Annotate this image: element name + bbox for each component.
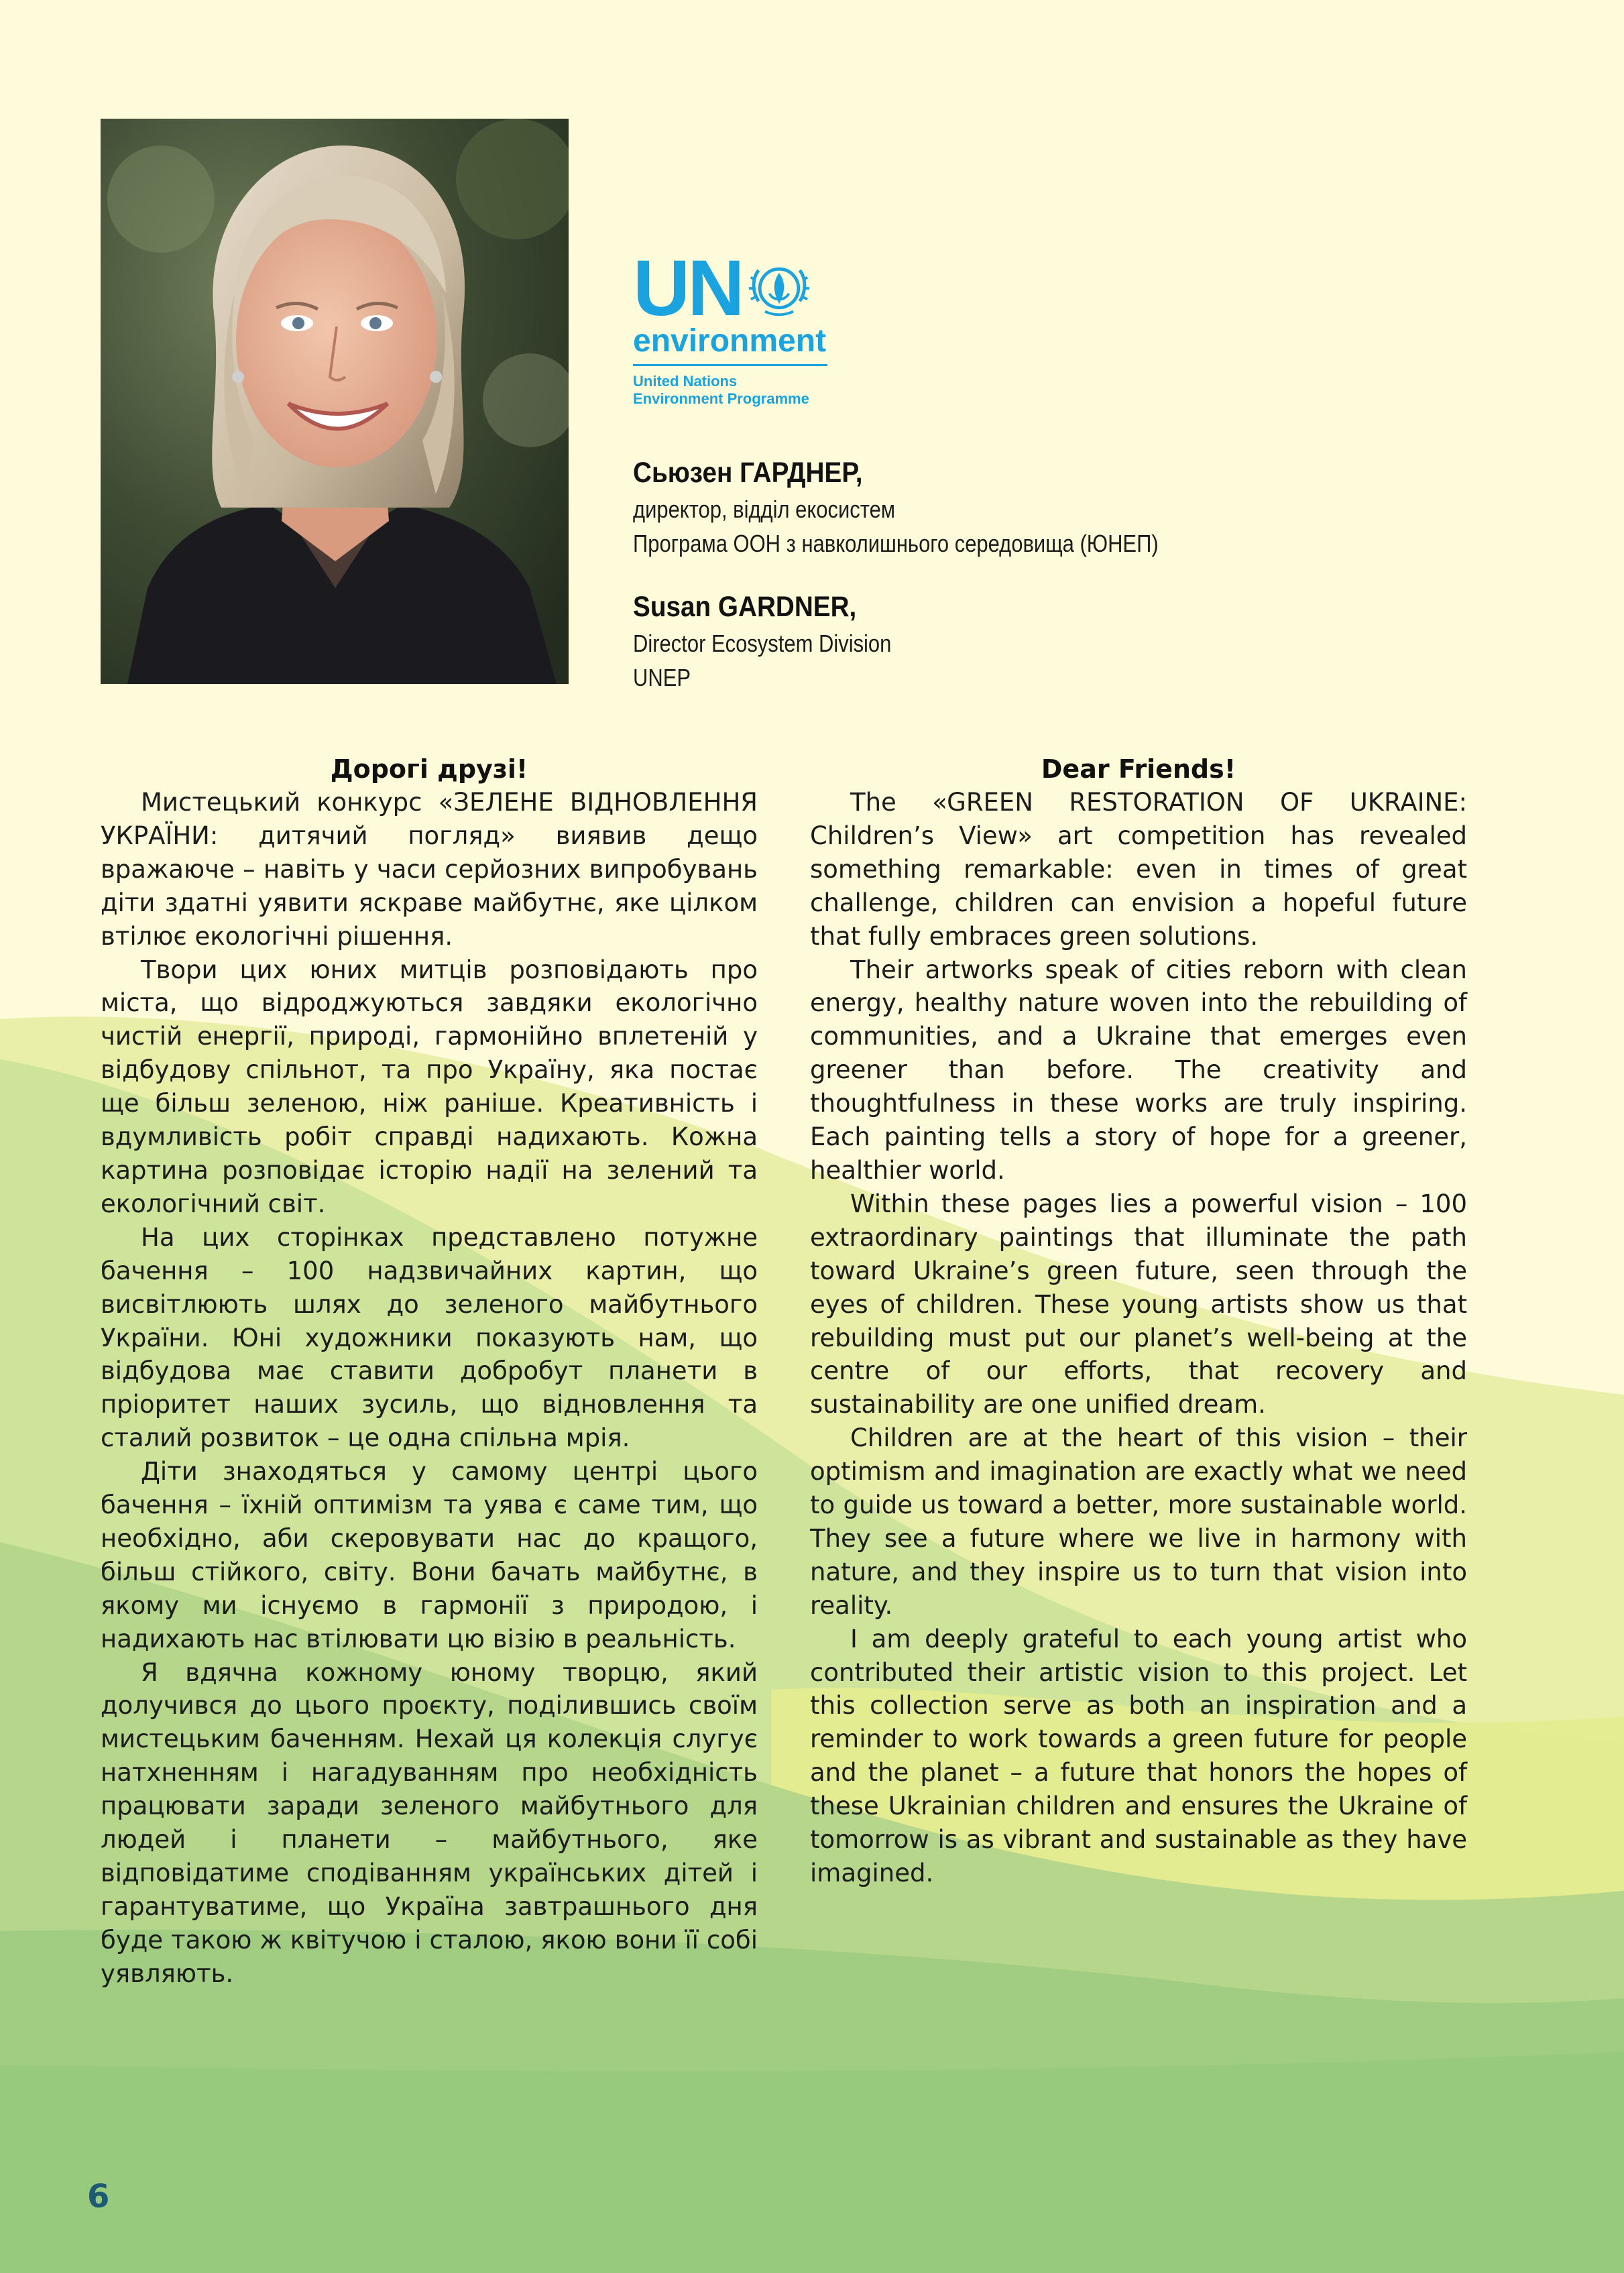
page-number: 6	[87, 2178, 110, 2215]
letter-column-en	[810, 752, 1467, 1890]
logo-wordmark: environment	[633, 323, 827, 359]
author-block-en	[633, 587, 933, 695]
author-role-ua-2: Програма ООН з навколишнього середовища (ЮНЕП)	[633, 530, 1159, 557]
paragraph-ua-2: Твори цих юних митців розповідають про міста, що відроджуються завдяки екологічно чистій енергії, природі, гармонійно вплетеній у відбудову спільнот, та про Україну, яка постає ще більш зеленою, ніж раніше. Креативність і вдумливість робіт справді надихають. Кожна картина розповідає історію надії на зелений та екологічний світ.	[101, 955, 758, 1218]
paragraph-ua-4: Діти знаходяться у самому центрі цього бачення – їхній оптимізм та уява є саме тим, що необхідно, аби скеровувати нас до кращого, більш стійкого, світу. Вони бачать майбутнє, в якому ми існуємо в гармонії з природою, і надихають нас втілювати цю візію в реальність.	[101, 1457, 758, 1653]
author-name-ua: Сьюзен ГАРДНЕР,	[633, 457, 863, 489]
logo-subtitle-1: United Nations	[633, 373, 738, 390]
author-role-en-2: UNEP	[633, 664, 691, 691]
author-name-en: Susan GARDNER,	[633, 591, 857, 623]
author-block-ua	[633, 453, 1244, 561]
un-environment-logo	[633, 244, 834, 422]
paragraph-en-5: I am deeply grateful to each young artist who contributed their artistic vision to this project. Let this collection serve as both an inspiration and a reminder to work towards a green future for people and the planet – a future that honors the hopes of these Ukrainian children and ensures the Ukraine of tomorrow is as vibrant and sustainable as they have imagined.	[810, 1624, 1467, 1887]
paragraph-en-3: Within these pages lies a powerful vision – 100 extraordinary paintings that illuminate the path toward Ukraine’s green future, seen through the eyes of children. These young artists show us that rebuilding must put our planet’s well-being at the centre of our efforts, that recovery and sustainability are one unified dream.	[810, 1189, 1467, 1419]
un-emblem-icon	[747, 256, 811, 320]
logo-subtitle-2: Environment Programme	[633, 390, 809, 407]
paragraph-en-4: Children are at the heart of this vision – their optimism and imagination are exactly what we need to guide us toward a better, more sustainable world. They see a future where we live in harmony with nature, and they inspire us to turn that vision into reality.	[810, 1423, 1467, 1620]
author-role-en-1: Director Ecosystem Division	[633, 630, 892, 657]
paragraph-ua-5: Я вдячна кожному юному творцю, який долучився до цього проєкту, поділившись своїм мистецьким баченням. Нехай ця колекція слугує натхненням і нагадуванням про необхідність працювати заради зеленого майбутнього для людей і планети – майбутнього, яке відповідатиме сподіванням українських дітей і гарантуватиме, що Україна завтрашнього дня буде такою ж квітучою і сталою, якою вони її собі уявляють.	[101, 1657, 758, 1988]
logo-letters: UN	[633, 244, 742, 333]
greeting-heading-ua: Дорогі друзі!	[330, 754, 528, 784]
logo-divider	[633, 364, 827, 366]
greeting-heading-en: Dear Friends!	[1041, 754, 1236, 784]
paragraph-ua-1: Мистецький конкурс «ЗЕЛЕНЕ ВІДНОВЛЕННЯ УКРАЇНИ: дитячий погляд» виявив дещо вражаюче – навіть у часи серйозних випробувань діти здатні уявити яскраве майбутнє, яке цілком втілює екологічні рішення.	[101, 788, 758, 951]
portrait-photo	[101, 119, 569, 684]
letter-column-ua	[101, 752, 758, 1991]
paragraph-en-2: Their artworks speak of cities reborn with clean energy, healthy nature woven into the rebuilding of communities, and a Ukraine that emerges even greener than before. The creativity and thoughtfulness in these works are truly inspiring. Each painting tells a story of hope for a greener, healthier world.	[810, 955, 1467, 1185]
author-role-ua-1: директор, відділ екосистем	[633, 496, 896, 523]
paragraph-ua-3: На цих сторінках представлено потужне бачення – 100 надзвичайних картин, що висвітлюють шлях до зеленого майбутнього України. Юні художники показують нам, що відбудова має ставити добробут планети в пріоритет наших зусиль, що відновлення та сталий розвиток – це одна спільна мрія.	[101, 1222, 758, 1453]
paragraph-en-1: The «GREEN RESTORATION OF UKRAINE: Children’s View» art competition has revealed something remarkable: even in times of great challenge, children can envision a hopeful future that fully embraces green solutions.	[810, 788, 1467, 951]
